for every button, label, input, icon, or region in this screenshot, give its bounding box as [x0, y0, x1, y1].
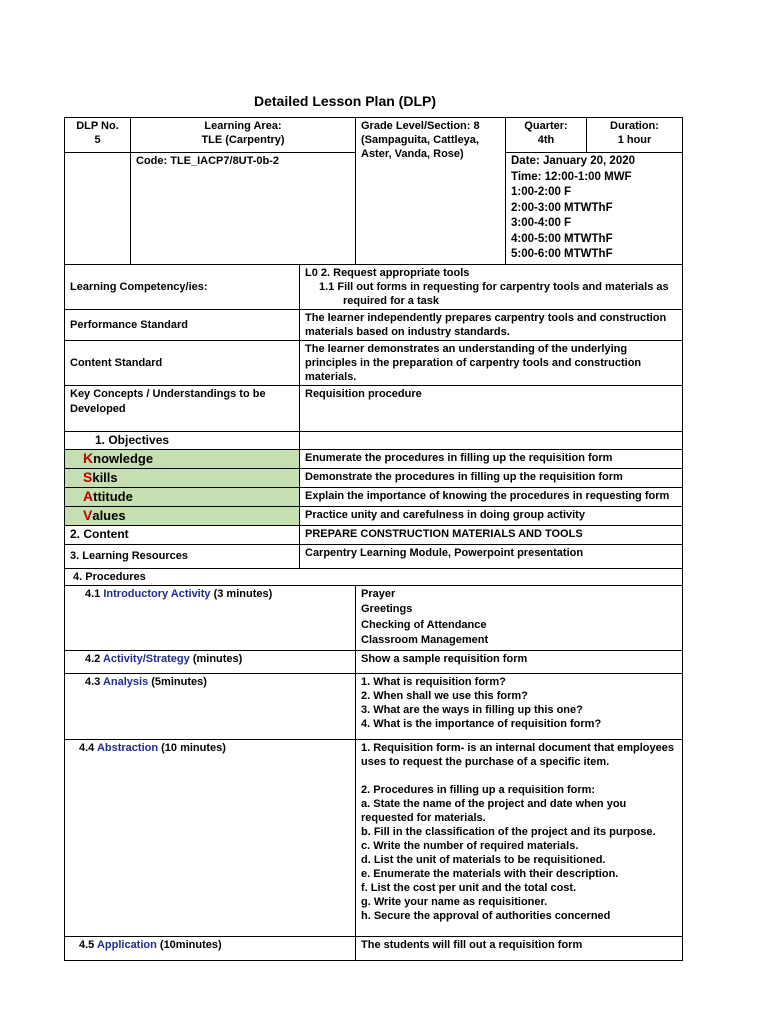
skills-initial: S: [83, 468, 93, 485]
application-name: Application: [96, 938, 157, 951]
step-number: 4.5: [79, 938, 97, 951]
activity-strategy-label: [65, 650, 356, 673]
schedule-line: 1:00-2:00 F: [511, 186, 572, 198]
intro-activity-text: [356, 585, 683, 650]
competency-line: L0 2. Request appropriate tools: [305, 266, 470, 279]
empty-cell: [65, 153, 131, 265]
abstraction-step: b. Fill in the classification of the project and its purpose.: [361, 825, 656, 838]
activity-strategy-name: Activity/Strategy: [102, 652, 190, 665]
abstraction-text: [356, 739, 683, 936]
intro-line: Checking of Attendance: [361, 618, 487, 631]
lesson-plan-table: [64, 117, 683, 961]
content-text: PREPARE CONSTRUCTION MATERIALS AND TOOLS: [300, 525, 683, 544]
analysis-label: [65, 673, 356, 739]
values-initial: V: [83, 506, 93, 523]
key-concepts-label: Key Concepts / Understandings to be Developed: [65, 385, 300, 431]
content-label: 2. Content: [65, 525, 300, 544]
abstraction-step: e. Enumerate the materials with their description.: [361, 867, 619, 880]
skills-text: Demonstrate the procedures in filling up the requisition form: [300, 468, 683, 487]
objectives-heading: 1. Objectives: [95, 432, 170, 447]
intro-line: Classroom Management: [361, 634, 489, 646]
intro-activity-label: [65, 585, 356, 650]
competency-label: Learning Competency/ies:: [65, 264, 300, 309]
values-text: Practice unity and carefulness in doing group activity: [300, 506, 683, 525]
values-label: [65, 506, 300, 525]
activity-strategy-text: Show a sample requisition form: [356, 650, 683, 673]
duration-label: Duration:: [610, 120, 659, 132]
step-time: (5minutes): [148, 675, 207, 688]
code-cell: Code: TLE_IACP7/8UT-0b-2: [131, 153, 356, 265]
intro-line: Prayer: [361, 587, 396, 600]
application-text: The students will fill out a requisition form: [356, 936, 683, 960]
abstraction-label: [65, 739, 356, 936]
grade-level-cell: Grade Level/Section: 8 (Sampaguita, Cattleya, Aster, Vanda, Rose): [356, 118, 506, 265]
step-number: 4.3: [85, 675, 103, 688]
application-label: [65, 936, 356, 960]
objectives-label: [65, 431, 300, 449]
step-time: (10 minutes): [158, 741, 226, 754]
step-time: (3 minutes): [210, 587, 273, 600]
dlp-number: 5: [94, 134, 101, 146]
content-standard-label: Content Standard: [65, 340, 300, 385]
analysis-text: [356, 673, 683, 739]
schedule-cell: [506, 153, 683, 265]
competency-line: 1.1 Fill out forms in requesting for carpentry tools and materials as: [319, 280, 669, 293]
content-standard-text: The learner demonstrates an understanding of the underlying principles in the preparation of carpentry tools and construction materials.: [300, 340, 683, 385]
performance-label: Performance Standard: [65, 309, 300, 340]
abstraction-step: d. List the unit of materials to be requisitioned.: [361, 853, 606, 866]
learning-area-label: Learning Area:: [204, 120, 282, 132]
duration-cell: [587, 118, 683, 153]
dlp-number-cell: [65, 118, 131, 153]
knowledge-initial: K: [83, 449, 94, 466]
analysis-line: 3. What are the ways in filling up this one?: [361, 703, 583, 716]
skills-rest: kills: [92, 469, 118, 485]
abstraction-heading: 2. Procedures in filling up a requisition form:: [361, 783, 596, 796]
analysis-line: 1. What is requisition form?: [361, 675, 506, 688]
resources-text: Carpentry Learning Module, Powerpoint presentation: [300, 544, 683, 568]
attitude-label: [65, 487, 300, 506]
competency-line: required for a task: [343, 294, 439, 307]
competency-text: [300, 264, 683, 309]
performance-text: The learner independently prepares carpentry tools and construction materials based on industry standards.: [300, 309, 683, 340]
schedule-line: Time: 12:00-1:00 MWF: [511, 170, 632, 183]
step-number: 4.4: [79, 741, 97, 754]
quarter-label: Quarter:: [524, 120, 568, 132]
schedule-line: 3:00-4:00 F: [511, 217, 572, 229]
schedule-line: 2:00-3:00 MTWThF: [511, 201, 613, 214]
knowledge-label: [65, 449, 300, 468]
procedures-heading: 4. Procedures: [65, 568, 683, 585]
resources-label: 3. Learning Resources: [65, 544, 300, 568]
objectives-empty: [300, 431, 683, 449]
intro-activity-name: Introductory Activity: [103, 587, 211, 600]
quarter-cell: [506, 118, 587, 153]
attitude-rest: ttitude: [93, 488, 133, 504]
abstraction-step: c. Write the number of required materials.: [361, 839, 579, 852]
learning-area-cell: [131, 118, 356, 153]
document-title: Detailed Lesson Plan (DLP): [253, 93, 437, 109]
quarter-value: 4th: [537, 134, 555, 146]
step-time: (minutes): [189, 652, 243, 665]
learning-area-value: TLE (Carpentry): [201, 134, 285, 146]
step-time: (10minutes): [156, 938, 222, 951]
attitude-initial: A: [83, 487, 94, 504]
knowledge-rest: nowledge: [93, 450, 154, 466]
analysis-line: 2. When shall we use this form?: [361, 689, 528, 702]
intro-line: Greetings: [361, 603, 413, 615]
schedule-line: Date: January 20, 2020: [511, 155, 636, 167]
abstraction-step: g. Write your name as requisitioner.: [361, 895, 548, 908]
attitude-text: Explain the importance of knowing the procedures in requesting form: [300, 487, 683, 506]
skills-label: [65, 468, 300, 487]
schedule-line: 5:00-6:00 MTWThF: [511, 248, 613, 260]
key-concepts-text: Requisition procedure: [300, 385, 683, 431]
duration-value: 1 hour: [617, 134, 652, 146]
step-number: 4.2: [85, 652, 103, 665]
analysis-line: 4. What is the importance of requisition form?: [361, 717, 602, 730]
knowledge-text: Enumerate the procedures in filling up the requisition form: [300, 449, 683, 468]
abstraction-step: a. State the name of the project and date when you requested for materials.: [361, 797, 627, 824]
dlp-label: DLP No.: [76, 120, 119, 132]
abstraction-step: f. List the cost per unit and the total cost.: [361, 881, 577, 894]
values-rest: alues: [92, 507, 126, 523]
abstraction-definition: 1. Requisition form- is an internal document that employees uses to request the purchase of a specific item.: [361, 741, 674, 768]
abstraction-step: h. Secure the approval of authorities concerned: [361, 909, 611, 922]
schedule-line: 4:00-5:00 MTWThF: [511, 232, 613, 245]
abstraction-name: Abstraction: [96, 741, 159, 754]
step-number: 4.1: [85, 587, 104, 600]
analysis-name: Analysis: [102, 675, 149, 688]
